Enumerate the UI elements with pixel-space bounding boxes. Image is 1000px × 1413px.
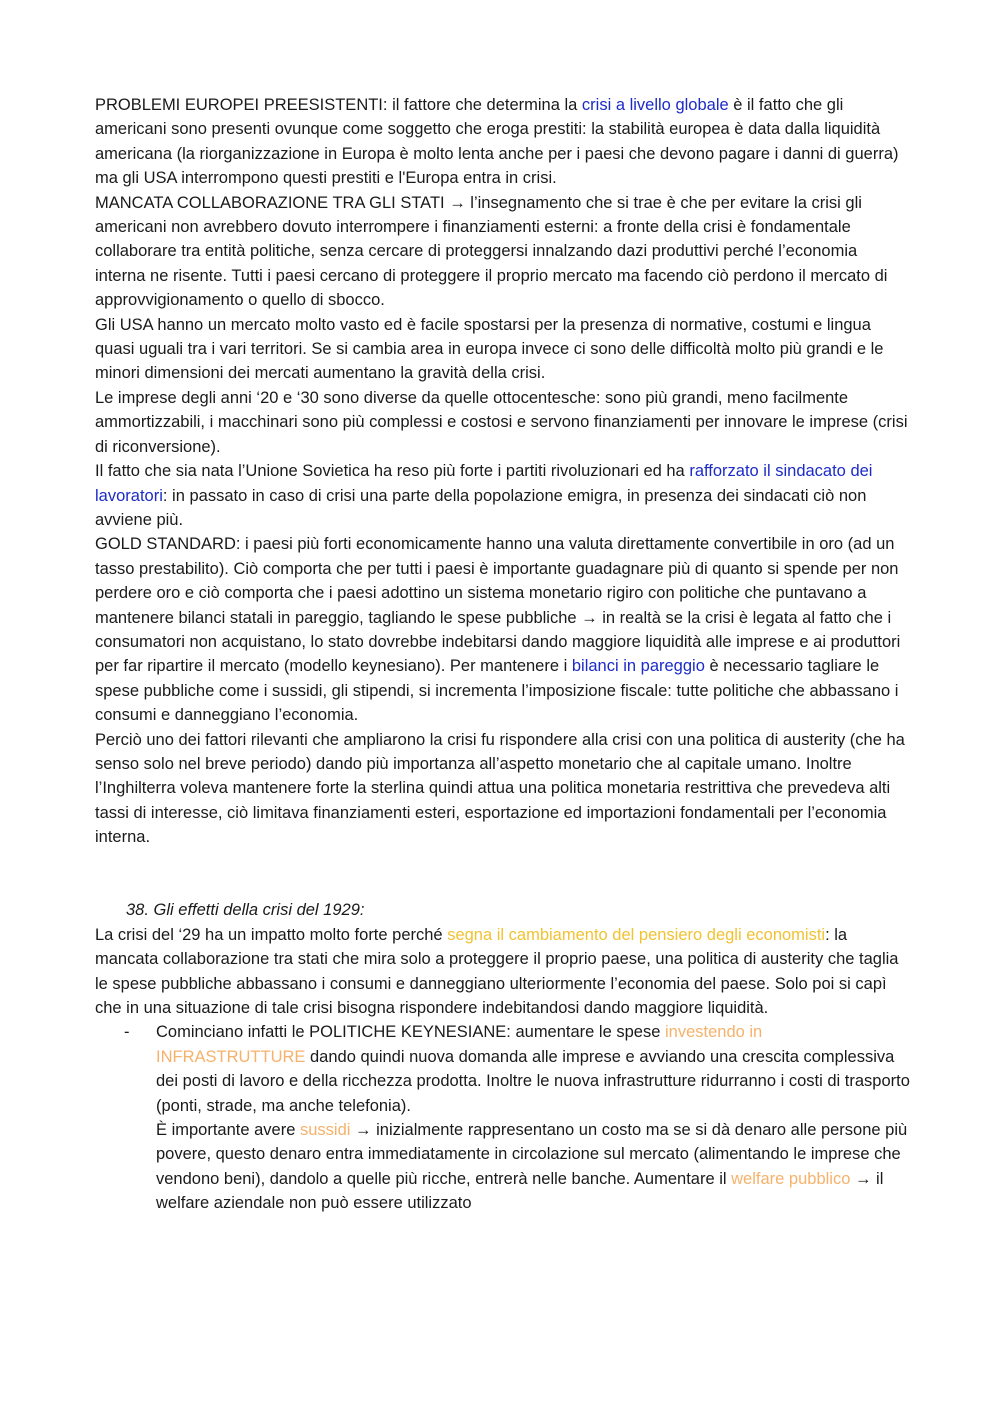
text: Il fatto che sia nata l’Unione Sovietica ha reso più forte i partiti rivoluzionari ed ha <box>95 462 690 481</box>
section-heading: 38. Gli effetti della crisi del 1929: <box>126 901 365 920</box>
bullet-text-sussidi <box>156 1118 910 1216</box>
text: è il fatto che gli americani sono presenti ovunque come soggetto che eroga prestiti: la stabilità europea è data dalla liquidità americana (la riorganizzazione in Europa è molto lenta anche per i paesi che devono pagare i danni di guerra) ma gli USA interrompono questi prestiti e l'Europa entra in crisi. <box>95 96 899 188</box>
paragraph-problemi-europei <box>95 93 910 191</box>
orange-highlight-text: investendo in INFRASTRUTTURE <box>156 1023 763 1066</box>
text: è necessario tagliare le spese pubbliche come i sussidi, gli stipendi, si incrementa l’imposizione fiscale: tutte politiche che abbassano i consumi e danneggiano l’economia. <box>95 657 899 725</box>
paragraph-austerity: Perciò uno dei fattori rilevanti che ampliarono la crisi fu rispondere alla crisi con una politica di austerity (che ha senso solo nel breve periodo) dando più importanza all’aspetto monetario che al capitale umano. Inoltre l’Inghilterra voleva mantenere forte la sterlina quindi attua una politica monetaria restrittiva che prevedeva alti tassi di interesse, ciò limitava finanziamenti esteri, esportazione ed importazioni fondamentali per l’economia interna. <box>95 730 905 847</box>
yellow-highlight-text: segna il cambiamento del pensiero degli economisti <box>447 925 826 944</box>
paragraph-gold-standard <box>95 532 910 727</box>
list-item-politiche-keynesiane <box>95 1020 910 1215</box>
text: : la mancata collaborazione tra stati che mira solo a proteggere il proprio paese, una politica di austerity che taglia le spese pubbliche abbassano i consumi e danneggiano ulteriormente l’economia del paese. Solo poi si capì che in una situazione di tale crisi bisogna rispondere indebitandosi dando maggiore liquidità. <box>95 925 899 1018</box>
blue-highlight-text: rafforzato il sindacato dei lavoratori <box>95 462 873 505</box>
blue-highlight-text: crisi a livello globale <box>581 96 729 114</box>
bullet-text-infrastrutture <box>156 1020 910 1118</box>
paragraph-mancata-collaborazione: MANCATA COLLABORAZIONE TRA GLI STATI → l’insegnamento che si trae è che per evitare la crisi gli americani non avrebbero dovuto interrompere i finanziamenti esterni: a fronte della crisi è fondamentale collaborare tra entità politiche, senza cercare di proteggersi innalzando dazi produttivi perché l’economia interna ne risente. Tutti i paesi cercano di proteggere il proprio mercato ma facendo ciò perdono il mercato di approvvigionamento o quello di sbocco. <box>95 193 888 310</box>
text: È importante avere <box>156 1121 300 1140</box>
text: GOLD STANDARD: i paesi più forti economicamente hanno una valuta direttamente convertibile in oro (ad un tasso prestabilito). Ciò comporta che per tutti i paesi è importante guadagnare più di quanto si spende per non perdere oro e ciò comporta che i paesi adottino un sistema monetario rigiro con politiche che puntavano a mantenere bilanci statali in pareggio, tagliando le spese pubbliche → in realtà se la crisi è legata al fatto che i consumatori non acquistano, lo stato dovrebbe indebitarsi dando maggiore liquidità alle imprese e ai produttori per far ripartire il mercato (modello keynesiano). Per mantenere i <box>95 535 901 676</box>
orange-highlight-text: sussidi <box>300 1121 351 1140</box>
document-page <box>95 93 910 1216</box>
text: PROBLEMI EUROPEI PREESISTENTI: il fattore che determina la <box>95 96 582 114</box>
text: Cominciano infatti le POLITICHE KEYNESIANE: aumentare le spese <box>156 1023 665 1042</box>
orange-highlight-text: welfare pubblico <box>731 1169 851 1188</box>
paragraph-usa-mercato: Gli USA hanno un mercato molto vasto ed è facile spostarsi per la presenza di normative, costumi e lingua quasi uguali tra i vari territori. Se si cambia area in europa invece ci sono delle difficoltà molto più grandi e le minori dimensioni dei mercati aumentano la gravità della crisi. <box>95 315 884 383</box>
paragraph-imprese: Le imprese degli anni ‘20 e ‘30 sono diverse da quelle ottocentesche: sono più grandi, meno facilmente ammortizzabili, i macchinari sono più complessi e costosi e servono finanziamenti per innovare le imprese (crisi di riconversione). <box>95 388 908 456</box>
blue-highlight-text: bilanci in pareggio <box>571 657 705 676</box>
paragraph-crisi-29 <box>95 923 910 1021</box>
text: → il welfare aziendale non può essere utilizzato <box>156 1169 884 1213</box>
section-spacer <box>95 850 910 899</box>
text: La crisi del ‘29 ha un impatto molto forte perché <box>95 925 448 944</box>
text: → inizialmente rappresentano un costo ma se si dà denaro alle persone più povere, questo denaro entra immediatamente in circolazione sul mercato (alimentando le imprese che vendono beni), dandolo a quelle più ricche, entrerà nelle banche. Aumentare il <box>156 1121 908 1188</box>
paragraph-unione-sovietica <box>95 459 910 532</box>
text: : in passato in caso di crisi una parte della popolazione emigra, in presenza dei sindacati ciò non avviene più. <box>95 486 867 529</box>
text: dando quindi nuova domanda alle imprese e avviando una crescita complessiva dei posti di lavoro e della ricchezza prodotta. Inoltre le nuova infrastrutture ridurranno i costi di trasporto (ponti, strade, ma anche telefonia). <box>156 1047 910 1115</box>
bullet-dash: - <box>124 1023 130 1042</box>
